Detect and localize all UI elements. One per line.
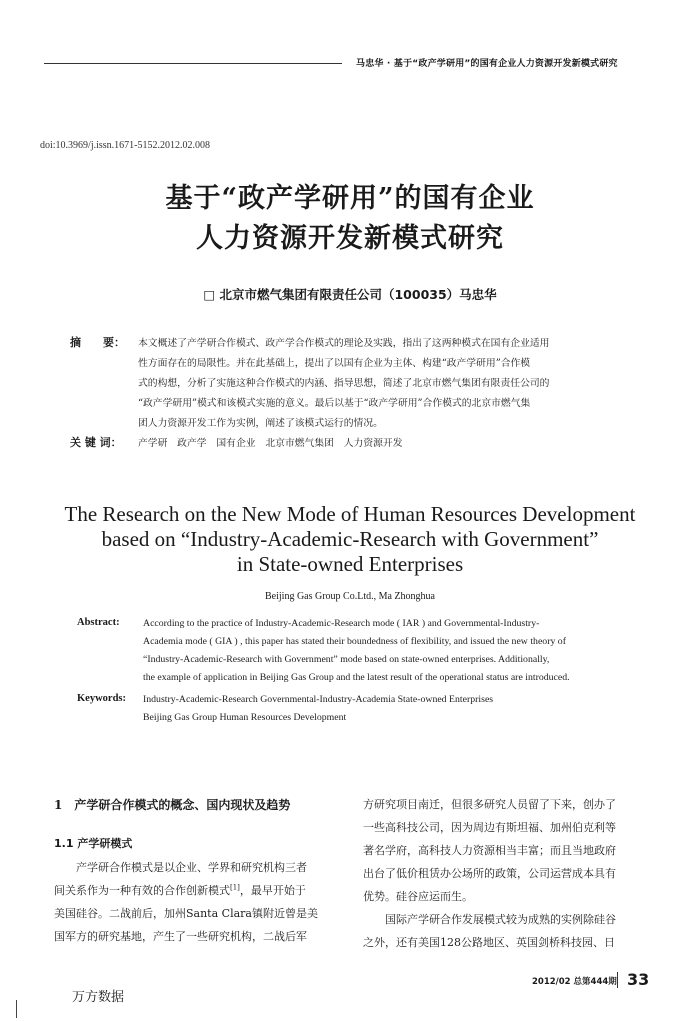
- title-cn-line-1: 基于“政产学研用”的国有企业: [165, 183, 535, 214]
- title-en-line-2: based on “Industry-Academic-Research with Government”: [101, 527, 599, 551]
- left-body-line-3: 美国硅谷。二战前后，加州Santa Clara镇附近曾是美: [54, 907, 318, 920]
- title-en-line-1: The Research on the New Mode of Human Resources Development: [64, 502, 636, 526]
- abstract-en-label: Abstract:: [77, 617, 120, 628]
- abstract-cn-line-4: “政产学研用”模式和该模式实施的意义。最后以基于“政产学研用”合作模式的北京市燃气集: [138, 398, 531, 409]
- author-en: Beijing Gas Group Co.Ltd., Ma Zhonghua: [265, 591, 435, 602]
- abstract-en-line-2: Academia mode ( GIA ) , this paper has stated their boundedness of flexibility, and issued the new theory of: [143, 636, 566, 647]
- abstract-cn-line-2: 性方面存在的局限性。并在此基础上，提出了以国有企业为主体、构建“政产学研用”合作模: [138, 358, 531, 369]
- watermark: 万方数据: [72, 990, 125, 1005]
- keywords-cn-label: 关 键 词：: [70, 436, 122, 449]
- abstract-en-line-1: According to the practice of Industry-Academic-Research mode ( IAR ) and Governmental-Industry-: [143, 618, 540, 629]
- left-body-line-2-b: ，最早开始于: [239, 884, 306, 897]
- right-body-line-2: 一些高科技公司，因为周边有斯坦福、加州伯克利等: [363, 821, 616, 834]
- right-body-line-7: 之外，还有美国128公路地区、英国剑桥科技园、日: [363, 936, 615, 949]
- citation-1: [1]: [230, 883, 240, 892]
- right-body-line-4: 出台了低价租赁办公场所的政策，公司运营成本具有: [363, 867, 616, 880]
- keywords-cn: 产学研 政产学 国有企业 北京市燃气集团 人力资源开发: [138, 438, 403, 449]
- keywords-en-label: Keywords:: [77, 693, 126, 704]
- right-body-line-1: 方研究项目南迁，但很多研究人员留了下来，创办了: [363, 798, 616, 811]
- author-cn: □ 北京市燃气集团有限责任公司（100035）马忠华: [203, 287, 497, 302]
- footer-issue: 2012/02 总第444期: [532, 977, 617, 987]
- footer-divider: [617, 972, 618, 988]
- running-header: 马忠华 · 基于“政产学研用”的国有企业人力资源开发新模式研究: [356, 59, 618, 69]
- doi: doi:10.3969/j.issn.1671-5152.2012.02.008: [40, 140, 211, 151]
- keywords-en-line-1: Industry-Academic-Research Governmental-Industry-Academia State-owned Enterprises: [143, 694, 494, 705]
- left-body-line-2-a: 间关系作为一种有效的合作创新模式: [54, 884, 230, 897]
- abstract-cn-line-3: 式的构想，分析了实施这种合作模式的内涵、指导思想，简述了北京市燃气集团有限责任公司的: [138, 378, 550, 389]
- right-body-line-3: 著名学府，高科技人力资源相当丰富；而且当地政府: [363, 844, 616, 857]
- title-cn-line-2: 人力资源开发新模式研究: [196, 223, 504, 254]
- keywords-en-line-2: Beijing Gas Group Human Resources Development: [143, 712, 347, 723]
- abstract-en-line-4: the example of application in Beijing Gas Group and the latest result of the operational status are introduced.: [143, 672, 570, 683]
- abstract-cn-line-1: 本文概述了产学研合作模式、政产学合作模式的理论及实践，指出了这两种模式在国有企业适用: [138, 338, 550, 349]
- left-body-line-4: 国军方的研究基地，产生了一些研究机构，二战后军: [54, 930, 307, 943]
- right-body-line-6: 国际产学研合作发展模式较为成熟的实例除硅谷: [385, 913, 616, 926]
- subsection-1-1-heading: 1.1 产学研模式: [54, 837, 133, 850]
- section-1-heading: 1 产学研合作模式的概念、国内现状及趋势: [54, 798, 291, 812]
- left-body-line-1: 产学研合作模式是以企业、学界和研究机构三者: [76, 861, 307, 874]
- left-body-line-2: [54, 882, 306, 898]
- scan-edge-mark: [16, 1000, 17, 1018]
- abstract-cn-line-5: 团人力资源开发工作为实例，阐述了该模式运行的情况。: [138, 418, 383, 429]
- header-rule: [44, 63, 342, 64]
- right-body-line-5: 优势。硅谷应运而生。: [363, 890, 473, 903]
- abstract-en-line-3: “Industry-Academic-Research with Government” mode based on state-owned enterprises. Additionally,: [143, 654, 550, 665]
- abstract-cn-label: 摘 要：: [70, 336, 125, 349]
- title-en-line-3: in State-owned Enterprises: [236, 552, 464, 576]
- page-number: 33: [627, 970, 650, 989]
